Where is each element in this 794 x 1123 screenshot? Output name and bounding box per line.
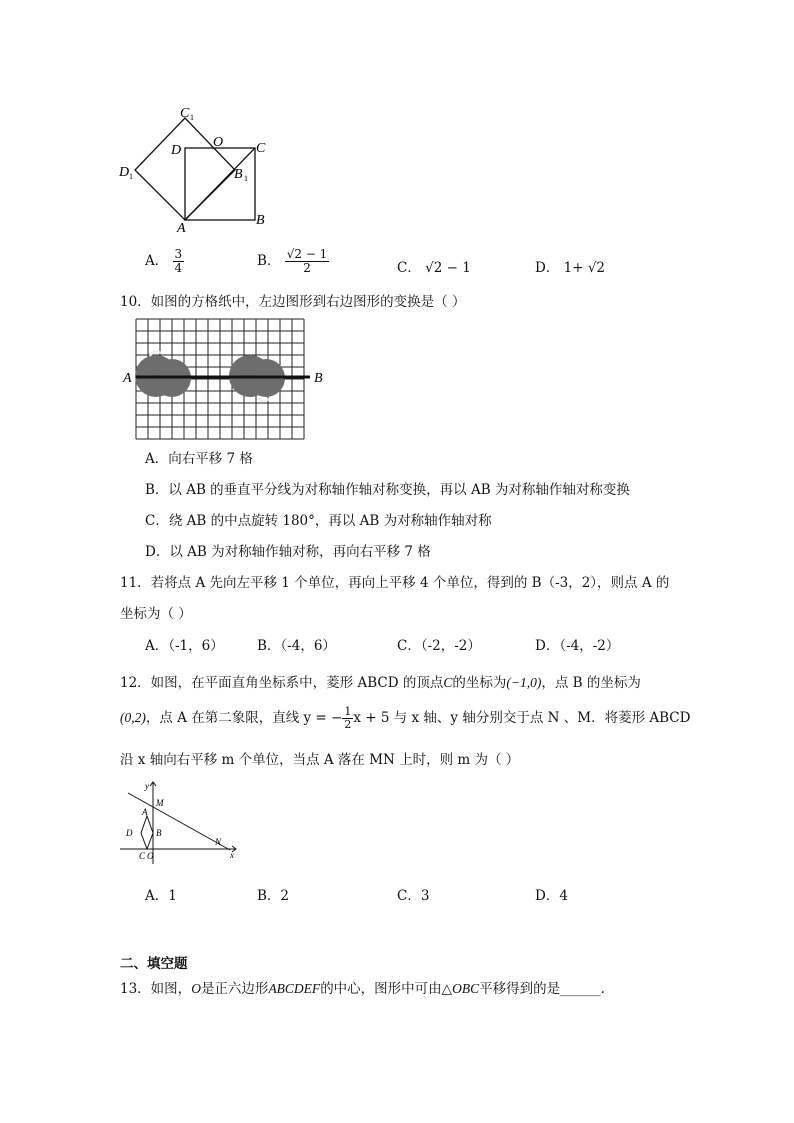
q10-option-b[interactable]: B．以 AB 的垂直平分线为对称轴作轴对称变换，再以 AB 为对称轴作轴对称变换 [145, 482, 630, 498]
q9-label-c1-sub: 1 [190, 113, 194, 122]
q12-label-a: A [142, 807, 148, 817]
q12-label-d: D [126, 828, 133, 838]
q9-label-c: C [256, 141, 266, 156]
q9-label-b1: B [234, 167, 243, 182]
q10-label-b: B [314, 371, 323, 386]
q12-label-b: B [156, 828, 162, 838]
q12-label-n: N [215, 837, 222, 847]
q9-label-b1-sub: 1 [244, 174, 248, 183]
q10-option-d[interactable]: D．以 AB 为对称轴作轴对称，再向右平移 7 格 [145, 544, 431, 560]
q12-label-y: y [145, 781, 149, 791]
q12-rhombus-abcd [141, 816, 153, 849]
q11-option-c[interactable]: C．（-2，-2） [397, 638, 481, 654]
q12-stem-line1: 12．如图，在平面直角坐标系中，菱形 ABCD 的顶点C的坐标为(−1,0)，点 B 的坐标为 [120, 675, 641, 691]
q12-stem-line3: 沿 x 轴向右平移 m 个单位，当点 A 落在 MN 上时，则 m 为（ ） [120, 752, 520, 768]
q11-stem-line1: 11．若将点 A 先向左平移 1 个单位，再向上平移 4 个单位，得到的 B（-3，2），则点 A 的 [120, 575, 670, 591]
q9-option-c[interactable]: C． √2 − 1 [397, 260, 471, 276]
q11-option-a[interactable]: A．（-1，6） [145, 638, 224, 654]
q9-option-d[interactable]: D． 1+ √2 [535, 260, 606, 276]
q12-label-o: O [147, 851, 154, 861]
q12-option-a[interactable]: A．1 [145, 888, 177, 904]
q12-option-b[interactable]: B．2 [257, 888, 290, 904]
q9-square-figure [115, 100, 275, 235]
q9-label-d: D [171, 143, 182, 158]
section-title-fill-in: 二、填空题 [120, 956, 188, 972]
q12-stem-line2: (0,2)，点 A 在第二象限，直线 y = − $\frac{1}{2}$ x + 5 与 x 轴、y 轴分别交于点 N 、M．将菱形 ABCD [120, 705, 691, 732]
q11-option-d[interactable]: D．（-4，-2） [535, 638, 620, 654]
q13-stem: 13．如图，O是正六边形ABCDEF的中心，图形中可由△OBC平移得到的是______. [120, 981, 605, 997]
q10-option-c[interactable]: C．绕 AB 的中点旋转 180°，再以 AB 为对称轴作轴对称 [145, 513, 492, 529]
q11-stem-line2: 坐标为（ ） [120, 606, 192, 622]
q9-label-c1: C [180, 106, 190, 121]
q9-label-o: O [213, 135, 224, 150]
q12-label-x: x [230, 850, 234, 860]
q9-option-b[interactable]: B． $\frac{√2 - 1}{2}$ [257, 247, 328, 276]
q10-grid-figure [120, 316, 325, 440]
q9-label-b: B [256, 213, 265, 228]
q12-label-c: C [139, 851, 146, 861]
q10-stem: 10．如图的方格纸中，左边图形到右边图形的变换是（ ） [120, 294, 466, 310]
q10-option-a[interactable]: A．向右平移 7 格 [145, 451, 253, 467]
q10-label-a: A [123, 371, 132, 386]
q9-diagonal-ac [185, 148, 255, 220]
q12-coordinate-figure [118, 778, 243, 868]
q9-label-a: A [177, 221, 186, 235]
q9-label-d1: D [119, 165, 130, 180]
q11-option-b[interactable]: B．（-4，6） [257, 638, 336, 654]
q12-label-m: M [156, 798, 164, 808]
q12-option-d[interactable]: D．4 [535, 888, 568, 904]
q12-option-c[interactable]: C．3 [397, 888, 430, 904]
q9-label-d1-sub: 1 [129, 172, 133, 181]
q9-option-a[interactable]: A． $\frac{3}{4}$ [145, 247, 183, 276]
